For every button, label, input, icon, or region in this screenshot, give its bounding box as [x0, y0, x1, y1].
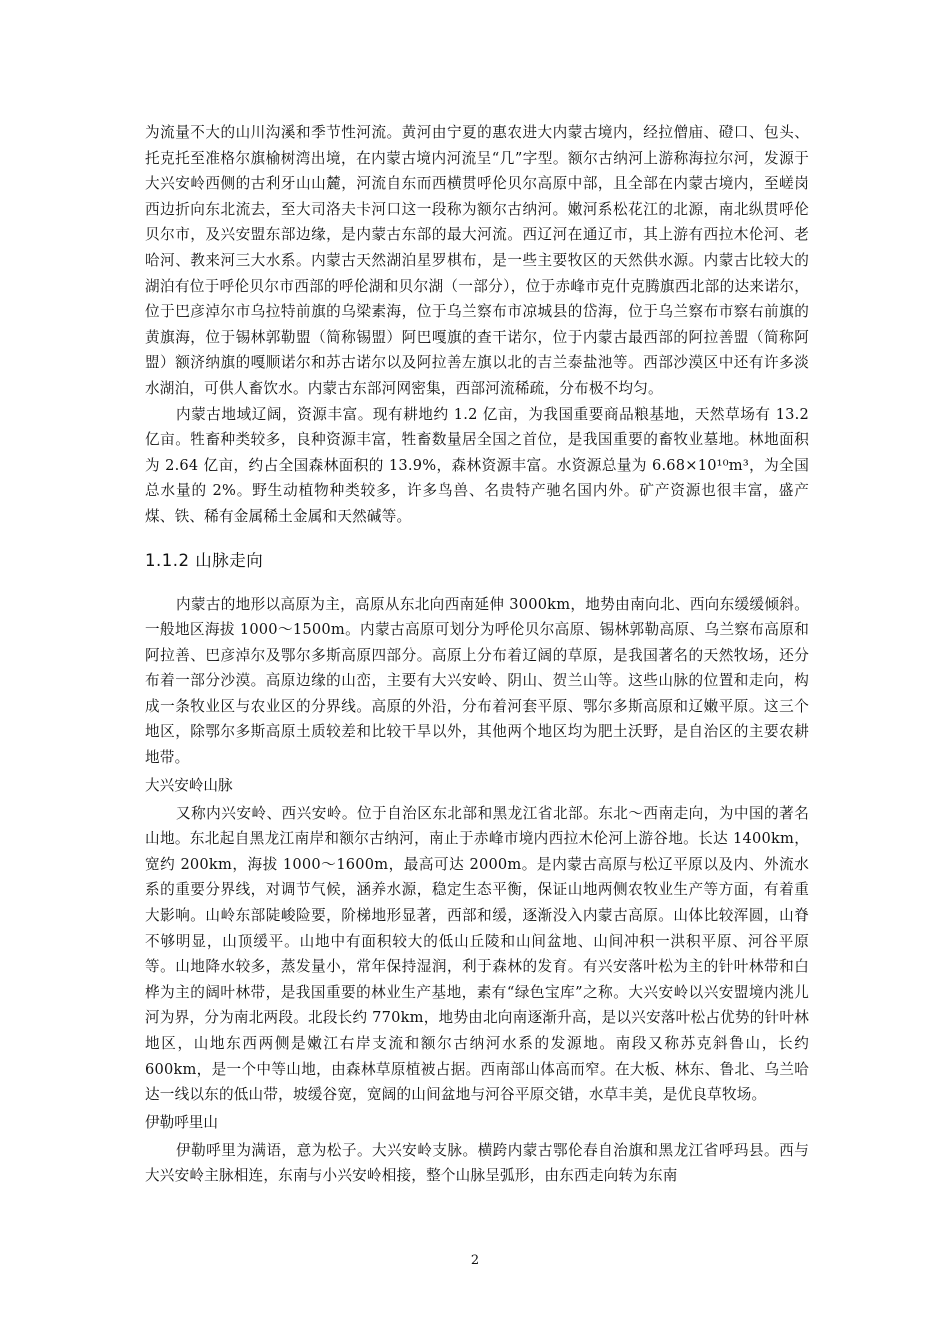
- paragraph-rivers-lakes: 为流量不大的山川沟溪和季节性河流。黄河由宁夏的惠农进大内蒙古境内，经拉僧庙、磴口、包头、托克托至准格尔旗榆树湾出境，在内蒙古境内河流呈“几”字型。额尔古纳河上游称海拉尔河，发源于大兴安岭西侧的古利牙山山麓，河流自东而西横贯呼伦贝尔高原中部，且全部在内蒙古境内，至嵯岗西边折向东北流去，至大司洛夫卡河口这一段称为额尔古纳河。嫩河系松花江的北源，南北纵贯呼伦贝尔市，及兴安盟东部边缘，是内蒙古东部的最大河流。西辽河在通辽市，其上游有西拉木伦河、老哈河、教来河三大水系。内蒙古天然湖泊星罗棋布，是一些主要牧区的天然供水源。内蒙古比较大的湖泊有位于呼伦贝尔市西部的呼伦湖和贝尔湖（一部分），位于赤峰市克什克腾旗西北部的达来诺尔，位于巴彦淖尔市乌拉特前旗的乌梁素海，位于乌兰察布市凉城县的岱海，位于乌兰察布市察右前旗的黄旗海，位于锡林郭勒盟（简称锡盟）阿巴嘎旗的查干诺尔，位于内蒙古最西部的阿拉善盟（简称阿盟）额济纳旗的嘎顺诺尔和苏古诺尔以及阿拉善左旗以北的吉兰泰盐池等。西部沙漠区中还有许多淡水湖泊，可供人畜饮水。内蒙古东部河网密集，西部河流稀疏，分布极不均匀。: [145, 124, 809, 397]
- paragraph-resources: 内蒙古地域辽阔，资源丰富。现有耕地约 1.2 亿亩，为我国重要商品粮基地，天然草场有 13.2 亿亩。牲畜种类较多，良种资源丰富，牲畜数量居全国之首位，是我国重要的畜牧业墓地。林地面积为 2.64 亿亩，约占全国森林面积的 13.9%，森林资源丰富。水资源总量为 6.68×10¹⁰m³，为全国总水量的 2%。野生动植物种类较多，许多鸟兽、名贵特产驰名国内外。矿产资源也很丰富，盛产煤、铁、稀有金属稀土金属和天然碱等。: [145, 405, 809, 525]
- subheading-daxinganling: 大兴安岭山脉: [145, 776, 233, 794]
- page-body: [145, 120, 809, 1189]
- section-heading-mountains: 1.1.2 山脉走向: [145, 550, 264, 570]
- subheading-yilehuli: 伊勒呼里山: [145, 1113, 218, 1131]
- page-number: 2: [470, 1253, 480, 1268]
- paragraph-yilehuli: 伊勒呼里为满语，意为松子。大兴安岭支脉。横跨内蒙古鄂伦春自治旗和黑龙江省呼玛县。西与大兴安岭主脉相连，东南与小兴安岭相接，整个山脉呈弧形，由东西走向转为东南: [145, 1141, 809, 1185]
- paragraph-daxinganling: 又称内兴安岭、西兴安岭。位于自治区东北部和黑龙江省北部。东北～西南走向，为中国的著名山地。东北起自黑龙江南岸和额尔古纳河，南止于赤峰市境内西拉木伦河上游谷地。长达 1400km，宽约 200km，海拔 1000～1600m，最高可达 2000m。是内蒙古高原与松辽平原以及内、外流水系的重要分界线，对调节气候，涵养水源，稳定生态平衡，保证山地两侧农牧业生产等方面，有着重大影响。山岭东部陡峻险要，阶梯地形显著，西部和缓，逐渐没入内蒙古高原。山体比较浑圆，山脊不够明显，山顶缓平。山地中有面积较大的低山丘陵和山间盆地、山间冲积一洪积平原、河谷平原等。山地降水较多，蒸发量小，常年保持湿润，利于森林的发育。有兴安落叶松为主的针叶林带和白桦为主的阔叶林带，是我国重要的林业生产基地，素有“绿色宝库”之称。大兴安岭以兴安盟境内洮儿河为界，分为南北两段。北段长约 770km，地势由北向南逐渐升高，是以兴安落叶松占优势的针叶林地区，山地东西两侧是嫩江右岸支流和额尔古纳河水系的发源地。南段又称苏克斜鲁山，长约 600km，是一个中等山地，由森林草原植被占据。西南部山体高而窄。在大板、林东、鲁北、乌兰哈达一线以东的低山带，坡缓谷宽，宽阔的山间盆地与河谷平原交错，水草丰美，是优良草牧场。: [145, 804, 809, 1104]
- paragraph-terrain: 内蒙古的地形以高原为主，高原从东北向西南延伸 3000km，地势由南向北、西向东缓缓倾斜。一般地区海拔 1000～1500m。内蒙古高原可划分为呼伦贝尔高原、锡林郭勒高原、乌兰察布高原和阿拉善、巴彦淖尔及鄂尔多斯高原四部分。高原上分布着辽阔的草原，是我国著名的天然牧场，还分布着一部分沙漠。高原边缘的山峦，主要有大兴安岭、阴山、贺兰山等。这些山脉的位置和走向，构成一条牧业区与农业区的分界线。高原的外沿，分布着河套平原、鄂尔多斯高原和辽嫩平原。这三个地区，除鄂尔多斯高原土质较差和比较干旱以外，其他两个地区均为肥土沃野，是自治区的主要农耕地带。: [145, 595, 809, 767]
